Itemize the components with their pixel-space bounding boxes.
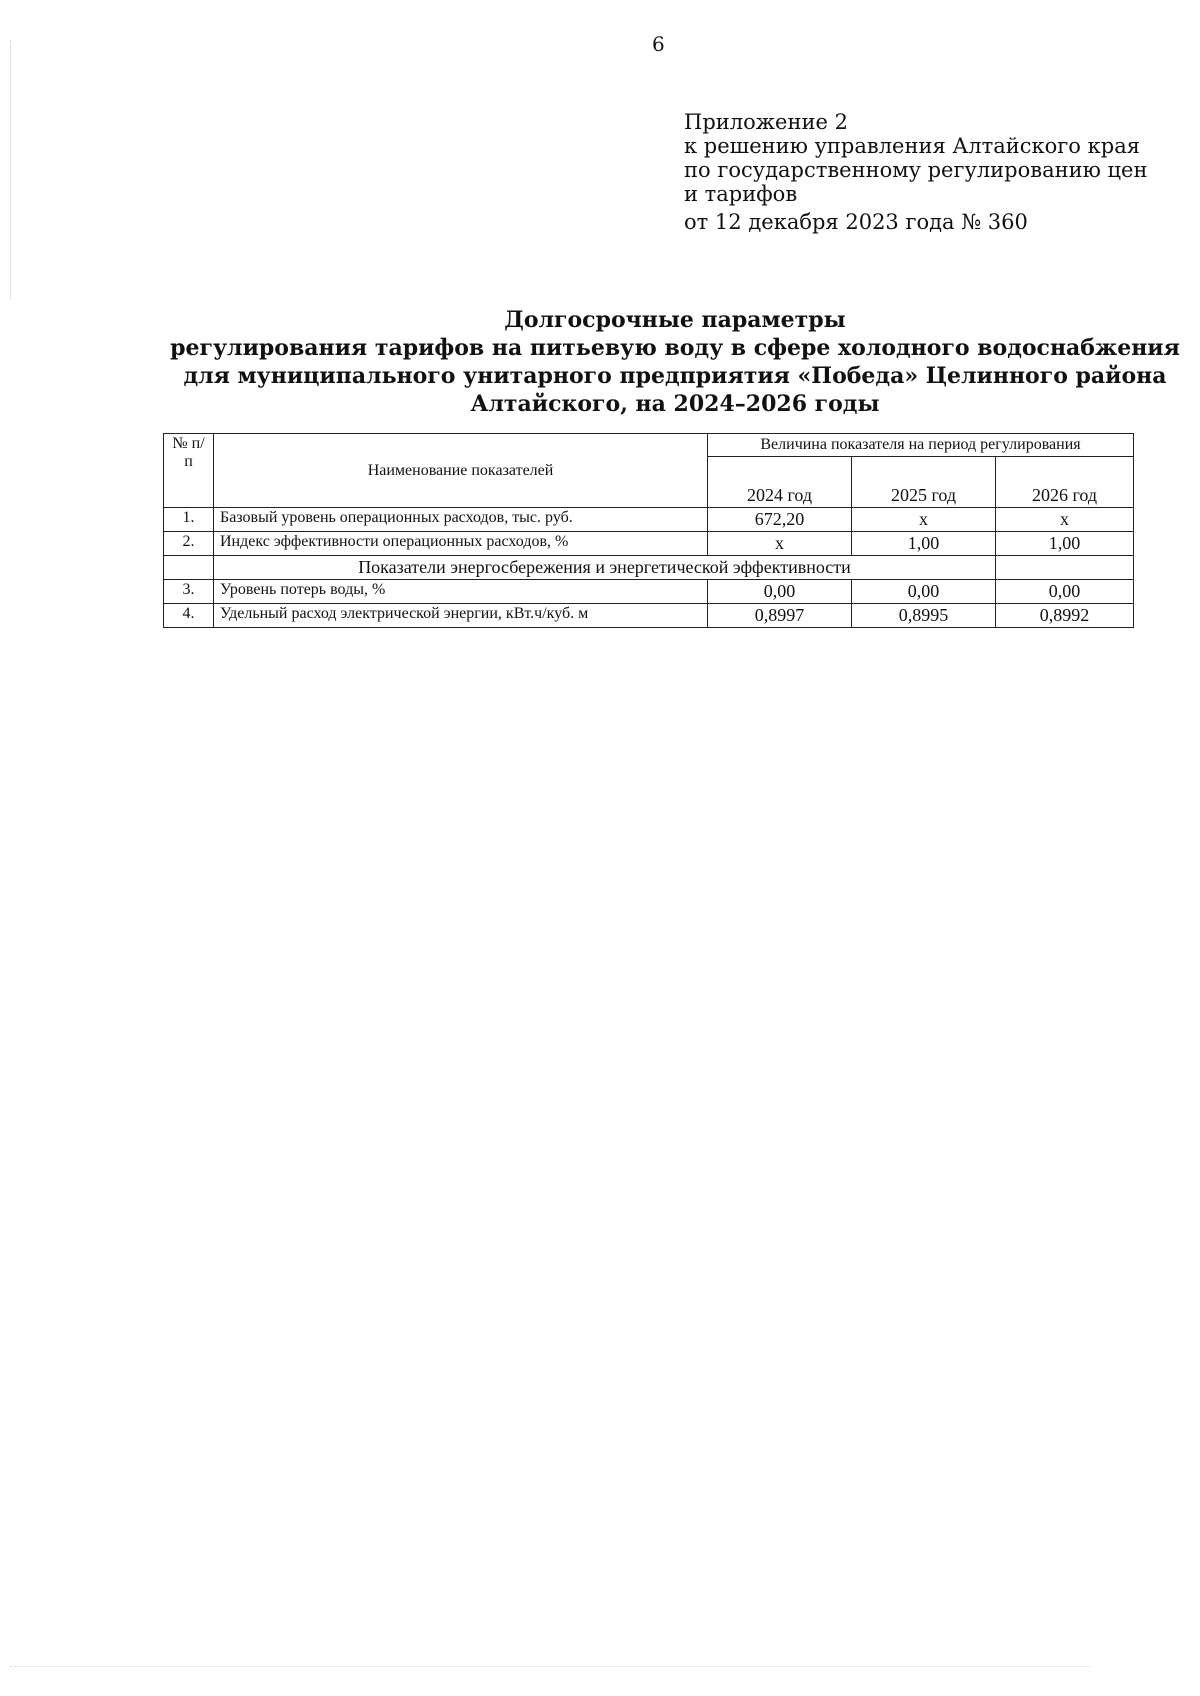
page-number: 6 xyxy=(652,32,665,56)
header-year-2026: 2026 год xyxy=(996,457,1134,508)
section-empty-cell xyxy=(996,556,1134,580)
section-empty-cell xyxy=(164,556,214,580)
header-year-2024: 2024 год xyxy=(708,457,852,508)
row-value: х xyxy=(708,532,852,556)
row-value: х xyxy=(852,508,996,532)
table-section-row xyxy=(164,556,1134,580)
title-line: для муниципального унитарного предприятия «Победа» Целинного района xyxy=(183,363,1167,389)
section-heading: Показатели энергосбережения и энергетической эффективности xyxy=(214,556,996,580)
row-value: 0,00 xyxy=(996,580,1134,604)
header-year-2025: 2025 год xyxy=(852,457,996,508)
row-value: 0,00 xyxy=(852,580,996,604)
row-name: Уровень потерь воды, % xyxy=(214,580,708,604)
header-name: Наименование показателей xyxy=(214,434,708,508)
header-num: № п/п xyxy=(164,434,214,508)
parameters-table xyxy=(163,433,1134,628)
appendix-block xyxy=(684,110,1154,234)
row-name: Индекс эффективности операционных расходов, % xyxy=(214,532,708,556)
row-num: 4. xyxy=(164,604,214,628)
row-name: Удельный расход электрической энергии, кВт.ч/куб. м xyxy=(214,604,708,628)
row-value: 1,00 xyxy=(852,532,996,556)
table-row xyxy=(164,604,1134,628)
title-line: Долгосрочные параметры xyxy=(504,307,846,333)
title-line: регулирования тарифов на питьевую воду в сфере холодного водоснабжения xyxy=(170,335,1180,361)
scan-bottom-mark xyxy=(10,1666,1090,1668)
row-value: 672,20 xyxy=(708,508,852,532)
row-value: 0,8992 xyxy=(996,604,1134,628)
document-title xyxy=(160,306,1190,418)
row-value: х xyxy=(996,508,1134,532)
table-header-row xyxy=(164,434,1134,457)
appendix-line: и тарифов xyxy=(684,182,798,206)
row-num: 3. xyxy=(164,580,214,604)
row-value: 0,8995 xyxy=(852,604,996,628)
row-num: 2. xyxy=(164,532,214,556)
appendix-line: по государственному регулированию цен xyxy=(684,158,1148,182)
table-row xyxy=(164,532,1134,556)
row-value: 0,00 xyxy=(708,580,852,604)
title-line: Алтайского, на 2024–2026 годы xyxy=(470,391,880,417)
row-name: Базовый уровень операционных расходов, тыс. руб. xyxy=(214,508,708,532)
row-value: 0,8997 xyxy=(708,604,852,628)
row-num: 1. xyxy=(164,508,214,532)
scan-edge-mark xyxy=(10,40,12,300)
row-value: 1,00 xyxy=(996,532,1134,556)
appendix-date-line: от 12 декабря 2023 года № 360 xyxy=(684,210,1028,234)
table-row xyxy=(164,508,1134,532)
appendix-line: к решению управления Алтайского края xyxy=(684,134,1140,158)
table-row xyxy=(164,580,1134,604)
appendix-line: Приложение 2 xyxy=(684,110,848,134)
header-period: Величина показателя на период регулирования xyxy=(708,434,1134,457)
